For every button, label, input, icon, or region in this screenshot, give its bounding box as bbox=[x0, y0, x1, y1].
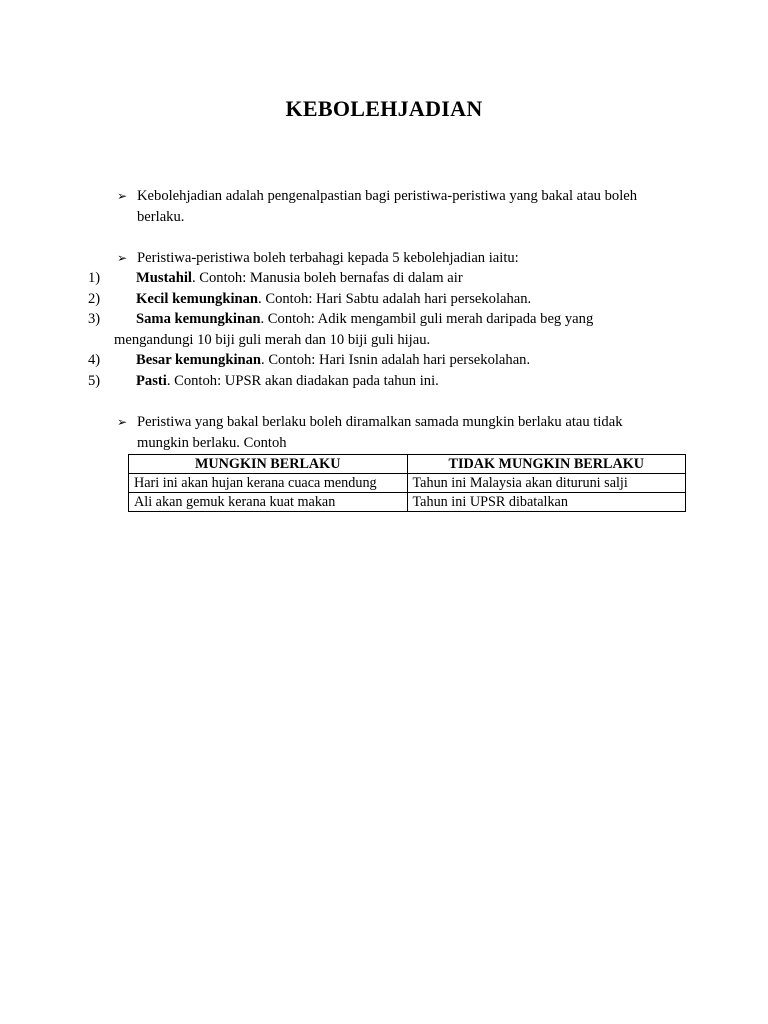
table-row bbox=[129, 493, 686, 512]
bullet-paragraph-prediction bbox=[117, 412, 677, 453]
list-item bbox=[88, 309, 688, 350]
list-number: 3) bbox=[88, 311, 101, 328]
list-number: 2) bbox=[88, 290, 101, 307]
table-row bbox=[129, 474, 686, 493]
list-item bbox=[88, 371, 688, 392]
table-cell: Tahun ini Malaysia akan dituruni salji bbox=[407, 474, 686, 493]
list-example: . Contoh: Hari Isnin adalah hari persekolahan. bbox=[261, 352, 531, 369]
list-example: . Contoh: Manusia boleh bernafas di dalam air bbox=[191, 270, 463, 286]
list-example: . Contoh: Adik mengambil guli merah daripada beg yang bbox=[260, 311, 594, 328]
table-header-possible: MUNGKIN BERLAKU bbox=[129, 455, 408, 474]
list-term: Besar kemungkinan bbox=[136, 352, 262, 369]
table-cell: Hari ini akan hujan kerana cuaca mendung bbox=[129, 474, 408, 493]
bullet-paragraph-definition bbox=[117, 186, 677, 227]
document-title: KEBOLEHJADIAN bbox=[285, 96, 483, 121]
list-item bbox=[88, 268, 688, 289]
list-term: Mustahil bbox=[136, 270, 192, 286]
bullet-paragraph-categories bbox=[117, 248, 677, 269]
table-cell: Ali akan gemuk kerana kuat makan bbox=[129, 493, 408, 512]
arrow-bullet-icon: ➢ bbox=[117, 251, 128, 265]
list-term: Kecil kemungkinan bbox=[136, 290, 259, 307]
table-header-impossible: TIDAK MUNGKIN BERLAKU bbox=[407, 455, 686, 474]
bullet-text: Kebolehjadian adalah pengenalpastian bagi peristiwa-peristiwa yang bakal atau boleh berlaku. bbox=[137, 188, 638, 225]
list-term: Pasti bbox=[136, 372, 167, 389]
list-number: 1) bbox=[88, 270, 101, 286]
arrow-bullet-icon: ➢ bbox=[117, 189, 128, 203]
list-example: . Contoh: UPSR akan diadakan pada tahun ini. bbox=[166, 372, 439, 389]
list-number: 5) bbox=[88, 372, 101, 389]
list-example: . Contoh: Hari Sabtu adalah hari persekolahan. bbox=[258, 290, 532, 307]
arrow-bullet-icon: ➢ bbox=[117, 415, 128, 429]
list-term: Sama kemungkinan bbox=[136, 311, 261, 328]
list-item bbox=[88, 350, 688, 371]
table-header-row bbox=[129, 455, 686, 474]
table-cell: Tahun ini UPSR dibatalkan bbox=[407, 493, 686, 512]
list-number: 4) bbox=[88, 352, 101, 369]
bullet-text: Peristiwa-peristiwa boleh terbahagi kepada 5 kebolehjadian iaitu: bbox=[137, 250, 519, 266]
list-example-continued: mengandungi 10 biji guli merah dan 10 biji guli hijau. bbox=[114, 331, 431, 348]
probability-list bbox=[88, 268, 688, 392]
bullet-text: Peristiwa yang bakal berlaku boleh diramalkan samada mungkin berlaku atau tidak mungkin berlaku. Contoh bbox=[137, 414, 623, 451]
example-table bbox=[128, 454, 686, 512]
list-item bbox=[88, 289, 688, 310]
